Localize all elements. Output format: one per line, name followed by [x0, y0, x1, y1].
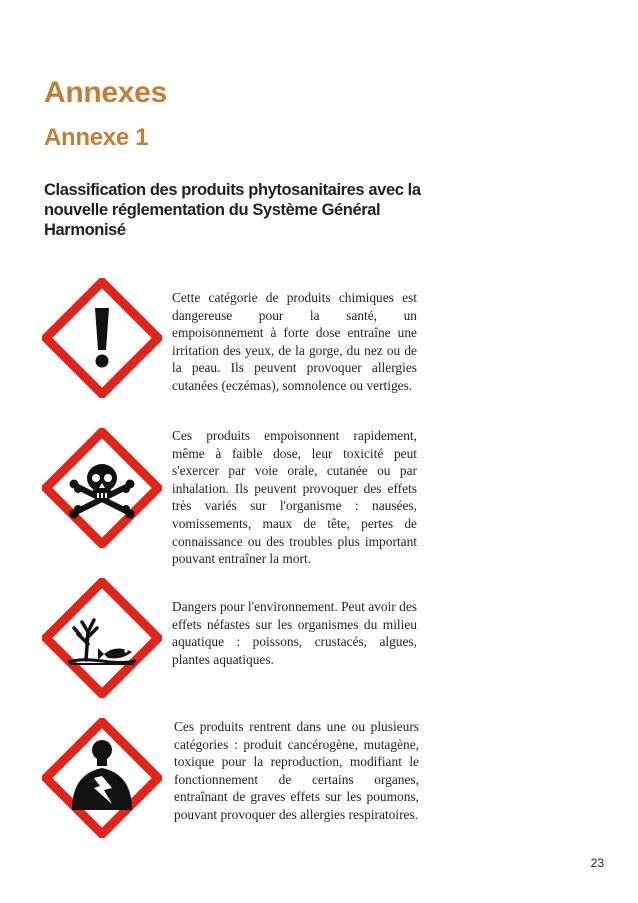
page-title: Annexes [44, 76, 167, 109]
exclamation-mark-icon [42, 278, 162, 398]
hazard-description-1: Cette catégorie de produits chimiques est dangereuse pour la santé, un empoisonnement à forte dose entraîne une irritation des yeux, de la gorge, du nez ou de la peau. Ils peuvent provoquer allergies cutanées (eczémas), somnolence ou vertiges. [172, 290, 417, 393]
section-title: Classification des produits phytosanitaires avec la nouvelle réglementation du Système Général Harmonisé [44, 181, 421, 239]
health-hazard-icon [42, 718, 162, 838]
annex-title: Annexe 1 [44, 124, 149, 151]
hazard-description-2: Ces produits empoisonnent rapidement, même à faible dose, leur toxicité peut s'exercer par voie orale, cutanée ou par inhalation. Ils peuvent provoquer des effets très variés sur l'organisme : nausées, vomissements, maux de tête, pertes de connaissance ou des troubles plus important pouvant entraîner la mort. [172, 428, 417, 567]
page-number: 23 [590, 856, 604, 870]
environment-icon [42, 578, 162, 698]
skull-crossbones-icon [42, 428, 162, 548]
hazard-description-4: Ces produits rentrent dans une ou plusieurs catégories : produit cancérogène, mutagène, toxique pour la reproduction, modifiant le fonctionnement de certains organes, entraînant de graves effets sur les poumons, pouvant provoquer des allergies respiratoires. [174, 719, 419, 822]
hazard-description-3: Dangers pour l'environnement. Peut avoir des effets néfastes sur les organismes du milieu aquatique : poissons, crustacés, algues, plantes aquatiques. [172, 599, 417, 667]
